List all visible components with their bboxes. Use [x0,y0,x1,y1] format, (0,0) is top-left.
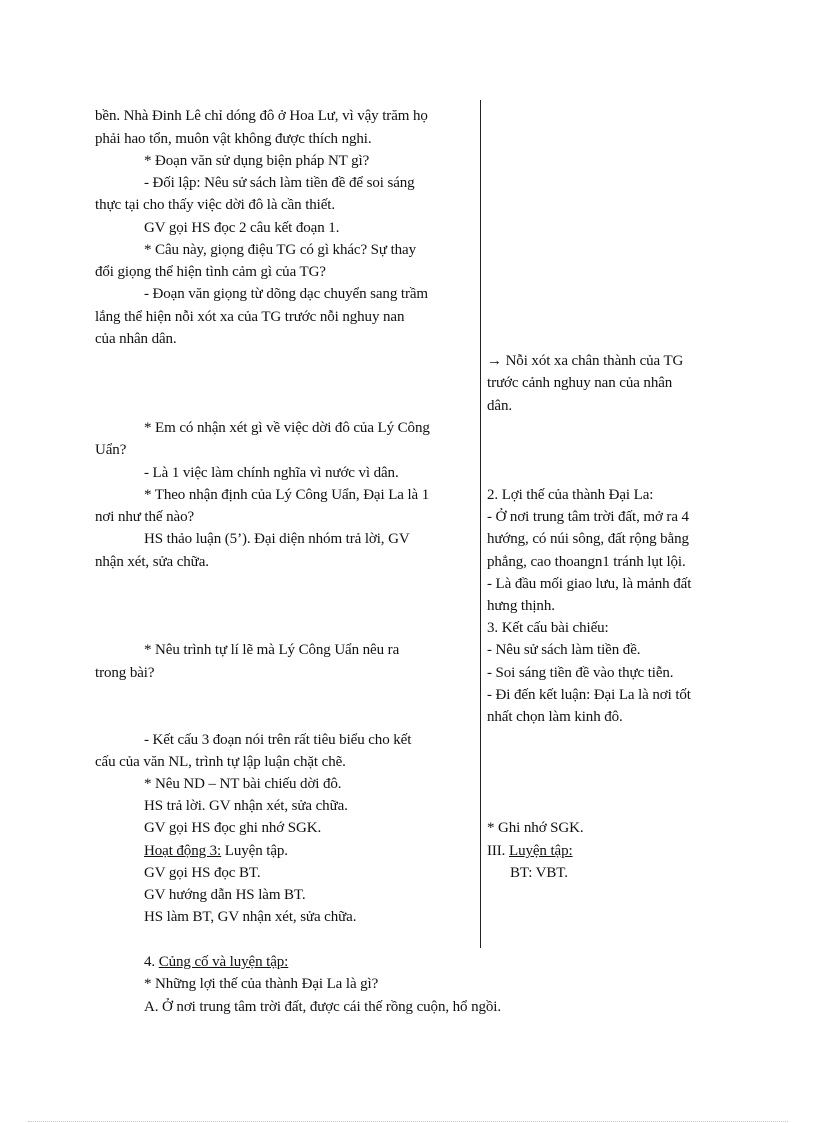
left-text-line: cấu của văn NL, trình tự lập luận chặt chẽ. [95,754,346,770]
left-text-line: của nhân dân. [95,331,177,347]
arrow-icon: → [487,353,502,369]
right-text-line: - Nêu sử sách làm tiền đề. [487,642,641,658]
right-text-line: phẳng, cao thoangn1 tránh lụt lội. [487,554,686,570]
question-line: * Đoạn văn sử dụng biện pháp NT gì? [144,153,370,169]
right-text-line: trước cảnh nghuy nan của nhân [487,375,673,391]
left-text-line: đổi giọng thể hiện tình cảm gì của TG? [95,264,326,280]
page-bottom-border [28,1121,788,1122]
instruction-line: GV gọi HS đọc ghi nhớ SGK. [144,820,322,836]
right-text-line: dân. [487,398,513,414]
answer-line: - Đối lập: Nêu sử sách làm tiền đề để soi sáng [144,175,415,191]
option-line: A. Ở nơi trung tâm trời đất, được cái thế rồng cuộn, hổ ngồi. [144,999,502,1015]
left-text-line: bền. Nhà Đinh Lê chỉ dóng đô ở Hoa Lư, vì vậy trăm họ [95,108,428,124]
section-heading [144,952,288,972]
column-divider [480,100,481,948]
section-number: 4. [144,954,159,970]
left-text-line: nhận xét, sửa chữa. [95,554,209,570]
right-text-line: - Ở nơi trung tâm trời đất, mở ra 4 [487,509,689,525]
question-line: * Theo nhận định của Lý Công Uẩn, Đại La là 1 [144,487,430,503]
section-heading [487,841,573,861]
right-text-line: hưng thịnh. [487,598,555,614]
right-text-line: nhất chọn làm kinh đô. [487,709,623,725]
instruction-line: GV hướng dẫn HS làm BT. [144,887,306,903]
activity-label: Hoạt động 3: [144,843,222,859]
answer-line: - Kết cấu 3 đoạn nói trên rất tiêu biểu cho kết [144,732,412,748]
right-text-line: - Đi đến kết luận: Đại La là nơi tốt [487,687,691,703]
right-text-line: - Là đầu mối giao lưu, là mảnh đất [487,576,692,592]
question-line: * Nêu ND – NT bài chiếu dời đô. [144,776,342,792]
conclusion-text: Nỗi xót xa chân thành của TG [505,353,684,369]
answer-line: - Là 1 việc làm chính nghĩa vì nước vì dân. [144,465,399,481]
question-line: * Câu này, giọng điệu TG có gì khác? Sự thay [144,242,417,258]
section-heading: 3. Kết cấu bài chiếu: [487,620,609,636]
left-text-line: thực tại cho thấy việc dời đô là cần thiết. [95,197,336,213]
question-line: * Em có nhận xét gì về việc dời đô của Lý Công [144,420,430,436]
instruction-line: HS thảo luận (5’). Đại diện nhóm trả lời, GV [144,531,410,547]
left-text-line: lắng thể hiện nỗi xót xa của TG trước nỗi nghuy nan [95,309,405,325]
memo-line: * Ghi nhớ SGK. [487,820,584,836]
section-title: Củng cố và luyện tập: [158,954,289,970]
question-line: * Nêu trình tự lí lẽ mà Lý Công Uẩn nêu ra [144,642,400,658]
right-text-line: - Soi sáng tiền đề vào thực tiễn. [487,665,674,681]
instruction-line: GV gọi HS đọc 2 câu kết đoạn 1. [144,220,340,236]
answer-line: - Đoạn văn giọng từ dõng dạc chuyển sang trầm [144,286,428,302]
instruction-line: GV gọi HS đọc BT. [144,865,261,881]
activity-heading [144,841,288,861]
instruction-line: HS trả lời. GV nhận xét, sửa chữa. [144,798,348,814]
conclusion-line [487,351,683,371]
left-text-line: phải hao tổn, muôn vật không được thích nghi. [95,131,372,147]
left-text-line: trong bài? [95,665,155,681]
question-line: * Những lợi thế của thành Đại La là gì? [144,976,379,992]
left-text-line: nơi như thế nào? [95,509,195,525]
section-title: Luyện tập: [509,843,573,859]
section-heading: 2. Lợi thế của thành Đại La: [487,487,654,503]
instruction-line: HS làm BT, GV nhận xét, sửa chữa. [144,909,357,925]
section-number: III. [487,843,509,859]
activity-title: Luyện tập. [221,843,288,859]
left-text-line: Uẩn? [95,442,127,458]
right-text-line: BT: VBT. [510,865,568,881]
right-text-line: hướng, có núi sông, đất rộng bằng [487,531,689,547]
